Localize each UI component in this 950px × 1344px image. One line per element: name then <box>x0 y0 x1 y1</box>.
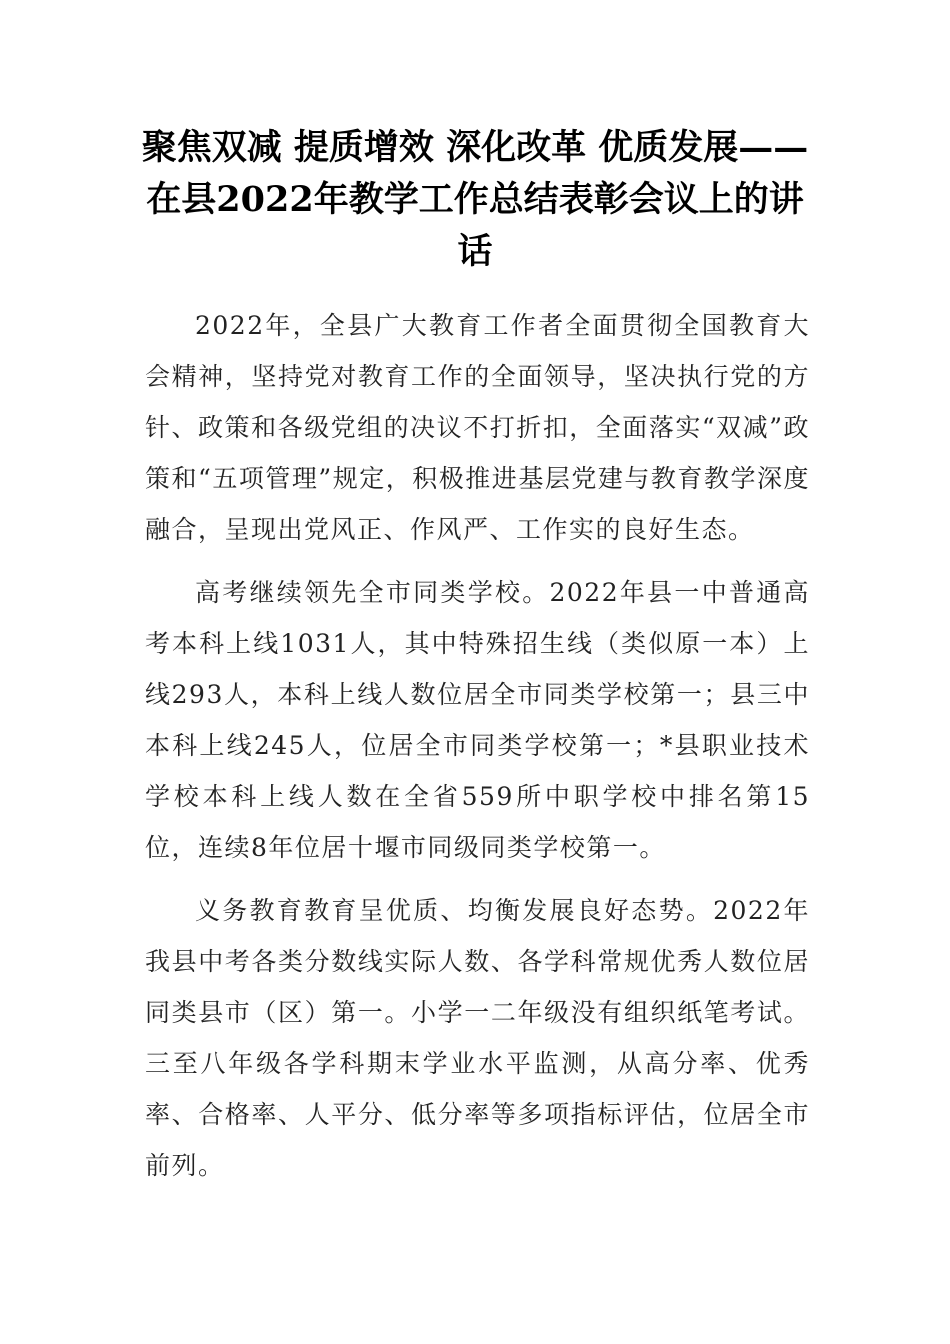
title-line-2: 在县2022年教学工作总结表彰会议上的讲 <box>146 179 804 220</box>
title-line-1: 聚焦双减 提质增效 深化改革 优质发展—— <box>141 127 809 168</box>
paragraph-2: 高考继续领先全市同类学校。2022年县一中普通高考本科上线1031人，其中特殊招生线（类似原一本）上线293人，本科上线人数位居全市同类学校第一；县三中本科上线245人，位居全市同类学校第一；*县职业技术学校本科上线人数在全省559所中职学校中排名第15位，连续8年位居十堰市同级同类学校第一。 <box>145 578 810 862</box>
document-body <box>145 300 810 1191</box>
paragraph-3: 义务教育教育呈优质、均衡发展良好态势。2022年我县中考各类分数线实际人数、各学科常规优秀人数位居同类县市（区）第一。小学一二年级没有组织纸笔考试。三至八年级各学科期末学业水平监测，从高分率、优秀率、合格率、人平分、低分率等多项指标评估，位居全市前列。 <box>145 896 810 1180</box>
document-title <box>130 122 820 278</box>
title-line-3: 话 <box>457 231 493 272</box>
paragraph-1: 2022年，全县广大教育工作者全面贯彻全国教育大会精神，坚持党对教育工作的全面领导，坚决执行党的方针、政策和各级党组的决议不打折扣，全面落实“双减”政策和“五项管理”规定，积极推进基层党建与教育教学深度融合，呈现出党风正、作风严、工作实的良好生态。 <box>145 311 810 544</box>
